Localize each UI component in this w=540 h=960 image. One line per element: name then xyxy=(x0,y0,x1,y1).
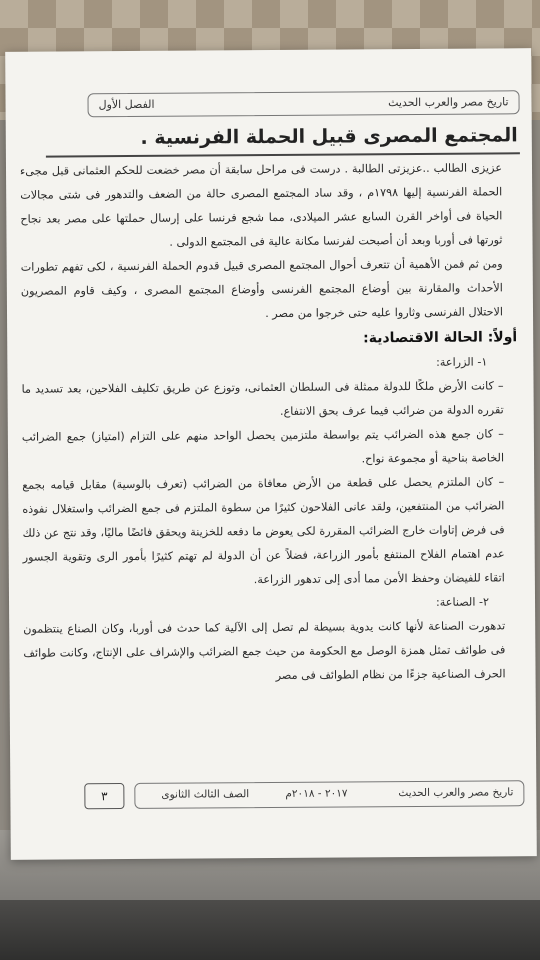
industry-paragraph: تدهورت الصناعة لأنها كانت يدوية بسيطة لم تصل إلى الآلية كما حدث فى أوربا، وكان الصناع ينتظمون فى طوائف تمثل همزة الوصل مع الحكومة من حيث جمع الضرائب والإشراف على الإنتاج، وكانت طوائف الحرف الصناعية جزءًا من نظام الطوائف فى مصر xyxy=(23,619,506,682)
header-book-title: تاريخ مصر والعرب الحديث xyxy=(388,95,509,110)
footer-year: ٢٠١٧ - ٢٠١٨م xyxy=(285,787,348,800)
page-body xyxy=(20,156,520,689)
subheading-industry: ٢- الصناعة: xyxy=(435,595,490,609)
footer-grade: الصف الثالث الثانوى xyxy=(161,788,250,801)
page-header xyxy=(87,90,519,117)
page-footer xyxy=(134,780,524,809)
agriculture-point: – كانت الأرض ملكًا للدولة ممثلة فى السلطان العثمانى، وتوزع عن طريق تكليف الفلاحين، بعد تسديد ما تقرره الدولة من ضرائب فيما عرف بحق الانتفاع. xyxy=(21,379,504,418)
footer-book-title: تاريخ مصر والعرب الحديث xyxy=(398,786,514,800)
intro-paragraph: عزيزى الطالب ..عزيزتى الطالبة . درست فى مراحل سابقة أن مصر خضعت للحكم العثمانى قبل مجىء الحملة الفرنسية إليها ١٧٩٨م ، وقد ساد المجتمع المصرى حالة من الضعف والتدهور فى شتى مجالات الحياة فى أواخر القرن السابع عشر الميلادى، مما شجع فرنسا على إرسال حملتها على مصر بعد نجاح ثورتها فى أوربا وبعد أن أصبحت لفرنسا مكانة عالية فى المجتمع الدولى . xyxy=(19,161,503,249)
header-chapter: الفصل الأول xyxy=(98,97,155,112)
background-laptop-edge xyxy=(0,900,540,960)
agriculture-point: – كان الملتزم يحصل على قطعة من الأرض معافاة من الضرائب (تعرف بالوسية) مقابل قيامه بجمع الضرائب من المنتفعين، ولقد عانى الفلاحون كثيرًا من سطوة الملتزم فى جمع الضرائب واستغلال نفوذه فى فرض إتاوات خارج الضرائب المقررة لكى يعوض ما دفعه للخزينة ويحقق فائضًا ماليًا، وقد نتج عن ذلك عدم اهتمام الفلاح المنتفع بأمور الزراعة، فضلاً عن أن الدولة لم تهتم كثيرًا بأمور الرى وتقوية الجسور اتقاء للفيضان وحفظ الأمن مما أدى إلى تدهور الزراعة. xyxy=(22,475,505,587)
page-number: ٣ xyxy=(84,783,124,809)
page-title: المجتمع المصرى قبيل الحملة الفرنسية . xyxy=(140,124,518,149)
document-page xyxy=(5,48,537,860)
intro-paragraph: ومن ثم فمن الأهمية أن تتعرف أحوال المجتمع المصرى قبيل قدوم الحملة الفرنسية ، لكى تفهم تطورات الأحداث والمقارنة بين أوضاع المجتمع الفرنسى وأوضاع المجتمع المصرى ، وكيف قاوم المصريون الاحتلال الفرنسى وثاروا عليه حتى خرجوا من مصر . xyxy=(20,257,504,321)
section-heading-economic: أولاً: الحالة الاقتصادية: xyxy=(363,329,518,347)
subheading-agriculture: ١- الزراعة: xyxy=(436,355,488,369)
agriculture-point: – كان جمع هذه الضرائب يتم بواسطة ملتزمين يحصل الواحد منهم على التزام (امتياز) جمع الضرائب الخاصة بناحية أو مجموعة نواح. xyxy=(21,427,505,466)
